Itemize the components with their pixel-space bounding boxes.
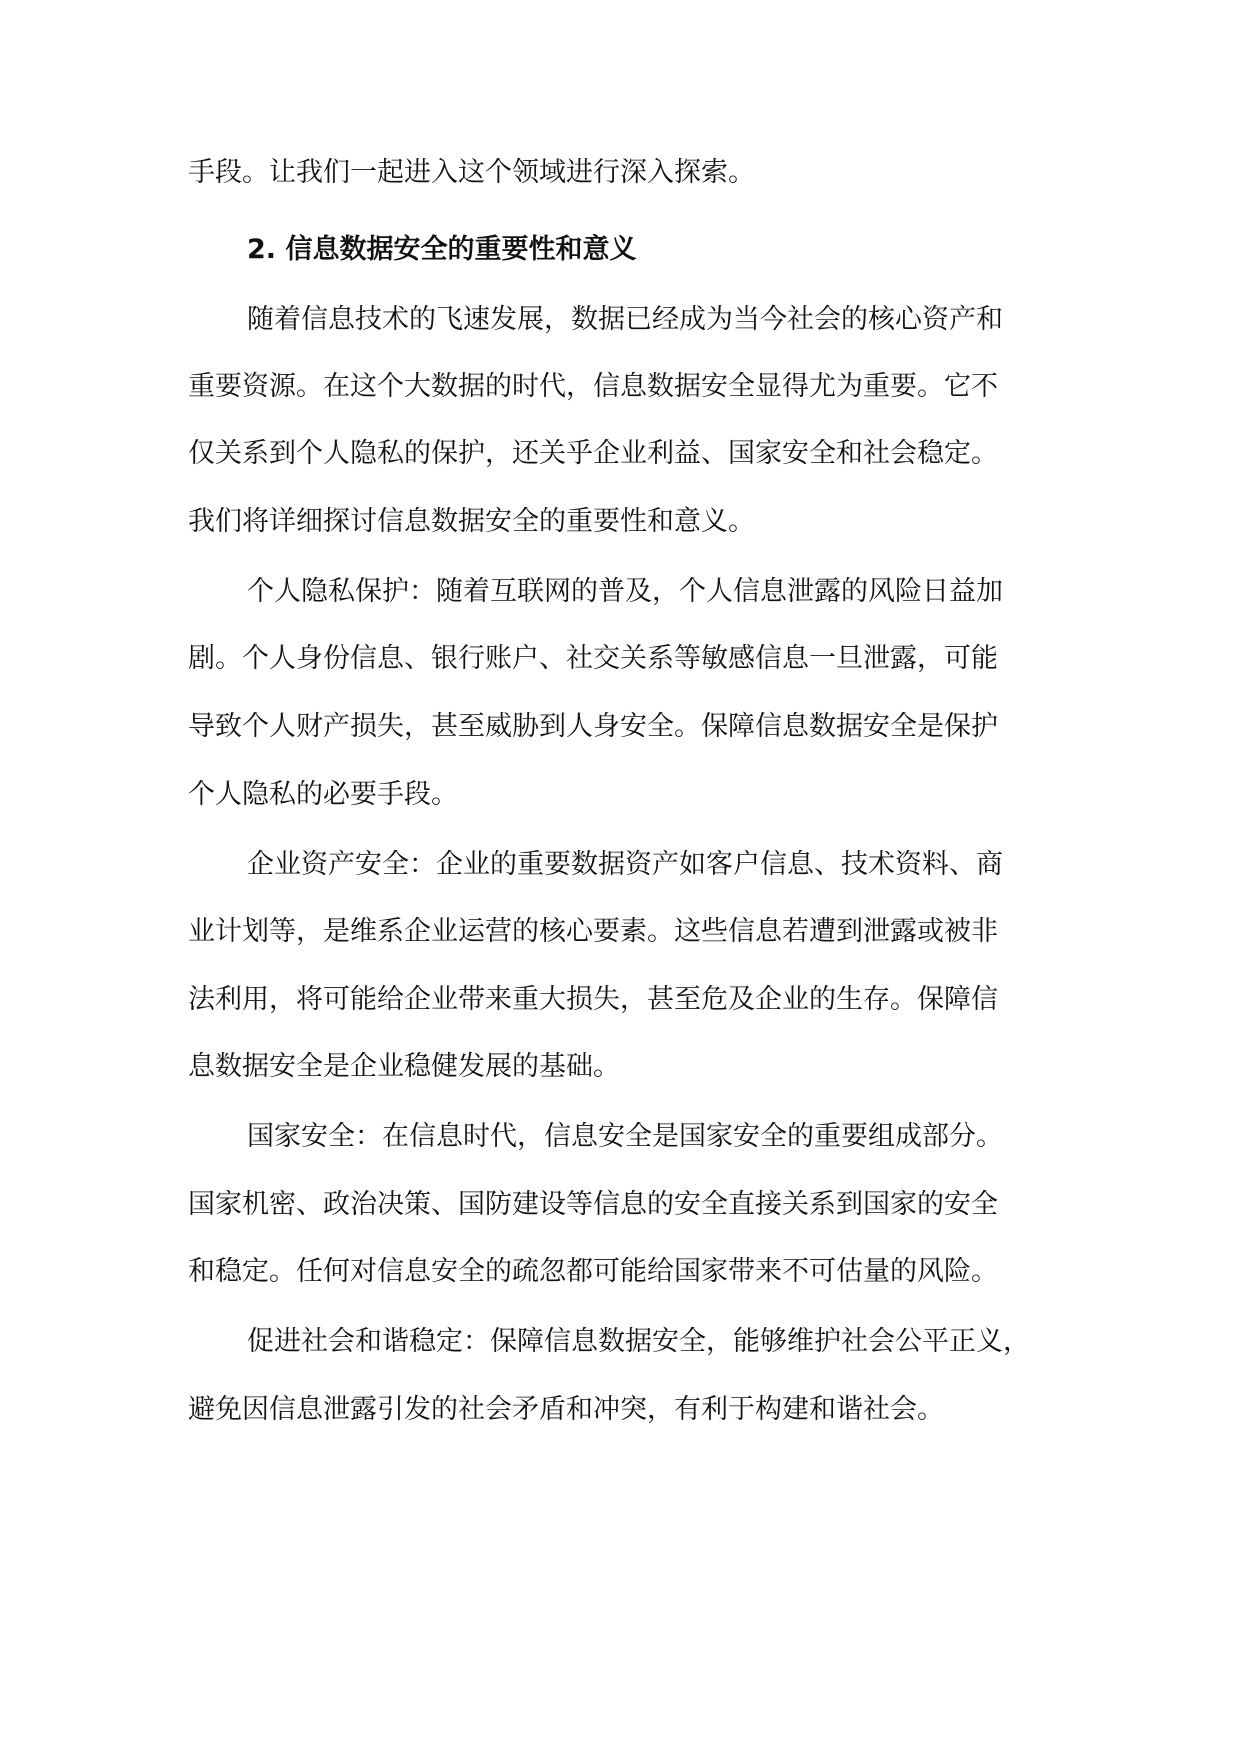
paragraph-line: 法利用，将可能给企业带来重大损失，甚至危及企业的生存。保障信 bbox=[188, 984, 998, 1015]
section-heading: 2. 信息数据安全的重要性和意义 bbox=[247, 234, 637, 265]
paragraph-line: 个人隐私的必要手段。 bbox=[188, 779, 458, 810]
paragraph-line: 企业资产安全：企业的重要数据资产如客户信息、技术资料、商 bbox=[247, 849, 1003, 880]
paragraph-line: 我们将详细探讨信息数据安全的重要性和意义。 bbox=[188, 506, 755, 537]
paragraph-line: 和稳定。任何对信息安全的疏忽都可能给国家带来不可估量的风险。 bbox=[188, 1256, 998, 1287]
paragraph-line: 业计划等，是维系企业运营的核心要素。这些信息若遭到泄露或被非 bbox=[188, 916, 998, 947]
paragraph-line: 促进社会和谐稳定：保障信息数据安全，能够维护社会公平正义， bbox=[247, 1326, 1030, 1357]
paragraph-line: 个人隐私保护：随着互联网的普及，个人信息泄露的风险日益加 bbox=[247, 576, 1003, 607]
paragraph-line: 仅关系到个人隐私的保护，还关乎企业利益、国家安全和社会稳定。 bbox=[188, 438, 998, 469]
paragraph-line: 重要资源。在这个大数据的时代，信息数据安全显得尤为重要。它不 bbox=[188, 371, 998, 402]
paragraph-line: 导致个人财产损失，甚至威胁到人身安全。保障信息数据安全是保护 bbox=[188, 711, 998, 742]
intro-continuation-text: 手段。让我们一起进入这个领域进行深入探索。 bbox=[188, 157, 755, 188]
paragraph-line: 避免因信息泄露引发的社会矛盾和冲突，有利于构建和谐社会。 bbox=[188, 1394, 944, 1425]
paragraph-line: 随着信息技术的飞速发展，数据已经成为当今社会的核心资产和 bbox=[247, 304, 1003, 335]
paragraph-line: 国家安全：在信息时代，信息安全是国家安全的重要组成部分。 bbox=[247, 1121, 1003, 1152]
paragraph-line: 国家机密、政治决策、国防建设等信息的安全直接关系到国家的安全 bbox=[188, 1189, 998, 1220]
paragraph-line: 剧。个人身份信息、银行账户、社交关系等敏感信息一旦泄露，可能 bbox=[188, 643, 998, 674]
paragraph-line: 息数据安全是企业稳健发展的基础。 bbox=[188, 1051, 620, 1082]
